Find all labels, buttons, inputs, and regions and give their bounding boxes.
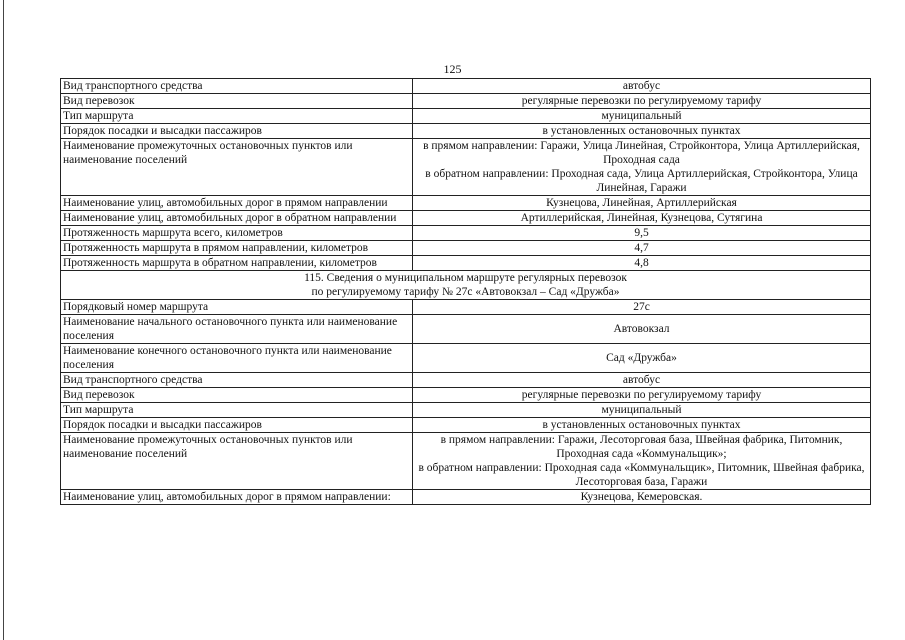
row-value-line: Кузнецова, Линейная, Артиллерийская [546,197,737,209]
section-title-line: по регулируемому тарифу № 27с «Автовокзал – Сад «Дружба» [311,286,620,298]
row-value [413,344,871,373]
page-number: 125 [443,62,462,76]
row-label: Наименование улиц, автомобильных дорог в прямом направлении [61,196,413,211]
table-row [61,490,871,505]
row-label: Протяженность маршрута в обратном направлении, километров [61,256,413,271]
row-label: Вид перевозок [61,94,413,109]
row-value-line: 9,5 [634,227,649,239]
row-value-line: в прямом направлении: Гаражи, Лесоторговая база, Швейная фабрика, Питомник, Проходная сада «Коммунальщик»; [440,434,843,460]
row-value-line: 4,7 [634,242,649,254]
row-value-line: автобус [622,374,661,386]
row-value [413,403,871,418]
table-row [61,241,871,256]
row-label: Наименование промежуточных остановочных пунктов или наименование поселений [61,139,413,196]
row-value-line: в прямом направлении: Гаражи, Улица Линейная, Стройконтора, Улица Артиллерийская, Проходная сада [423,140,860,166]
row-value-line: Артиллерийская, Линейная, Кузнецова, Сутягина [520,212,763,224]
table-row [61,79,871,94]
row-value [413,315,871,344]
row-label: Вид перевозок [61,388,413,403]
table-row [61,388,871,403]
row-value [413,241,871,256]
scan-edge-line [3,0,4,640]
row-value [413,139,871,196]
row-value [413,211,871,226]
row-label: Тип маршрута [61,109,413,124]
row-label: Наименование промежуточных остановочных пунктов или наименование поселений [61,433,413,490]
row-value [413,109,871,124]
row-value-line: в обратном направлении: Проходная сада «Коммунальщик», Питомник, Швейная фабрика, Лесоторговая база, Гаражи [418,462,865,488]
row-value [413,300,871,315]
row-label: Протяженность маршрута в прямом направлении, километров [61,241,413,256]
table-row [61,300,871,315]
row-value [413,256,871,271]
row-label: Тип маршрута [61,403,413,418]
table-row [61,403,871,418]
row-value-line: 27с [633,301,650,313]
table-row [61,344,871,373]
row-value-line: регулярные перевозки по регулируемому тарифу [521,389,762,401]
table-row [61,256,871,271]
table-row [61,124,871,139]
table-row [61,418,871,433]
row-value [413,433,871,490]
table-row [61,211,871,226]
row-value [413,124,871,139]
row-label: Порядковый номер маршрута [61,300,413,315]
row-value [413,226,871,241]
row-value [413,388,871,403]
section-title [61,271,871,300]
row-value [413,94,871,109]
table-row [61,94,871,109]
row-value-line: в установленных остановочных пунктах [542,419,741,431]
row-value-line: 4,8 [634,257,649,269]
row-label: Наименование улиц, автомобильных дорог в обратном направлении [61,211,413,226]
row-label: Порядок посадки и высадки пассажиров [61,124,413,139]
row-label: Протяженность маршрута всего, километров [61,226,413,241]
row-value [413,418,871,433]
row-value-line: в обратном направлении: Проходная сада, Улица Артиллерийская, Стройконтора, Улица Линейная, Гаражи [425,168,858,194]
row-label: Вид транспортного средства [61,373,413,388]
row-value [413,373,871,388]
table-row [61,139,871,196]
row-label: Наименование улиц, автомобильных дорог в прямом направлении: [61,490,413,505]
row-value-line: Сад «Дружба» [606,352,677,364]
row-value-line: в установленных остановочных пунктах [542,125,741,137]
row-label: Порядок посадки и высадки пассажиров [61,418,413,433]
route-info-table [60,78,871,505]
row-value-line: автобус [622,80,661,92]
row-value [413,490,871,505]
table-row [61,315,871,344]
table-row [61,373,871,388]
row-label: Наименование конечного остановочного пункта или наименование поселения [61,344,413,373]
table-row [61,433,871,490]
row-value-line: Автовокзал [613,323,670,335]
row-label: Вид транспортного средства [61,79,413,94]
section-header-row [61,271,871,300]
row-value [413,196,871,211]
row-label: Наименование начального остановочного пункта или наименование поселения [61,315,413,344]
row-value-line: регулярные перевозки по регулируемому тарифу [521,95,762,107]
section-title-line: 115. Сведения о муниципальном маршруте регулярных перевозок [304,272,627,284]
row-value [413,79,871,94]
table-row [61,196,871,211]
row-value-line: Кузнецова, Кемеровская. [580,491,703,503]
table-row [61,226,871,241]
row-value-line: муниципальный [601,110,682,122]
table-row [61,109,871,124]
row-value-line: муниципальный [601,404,682,416]
